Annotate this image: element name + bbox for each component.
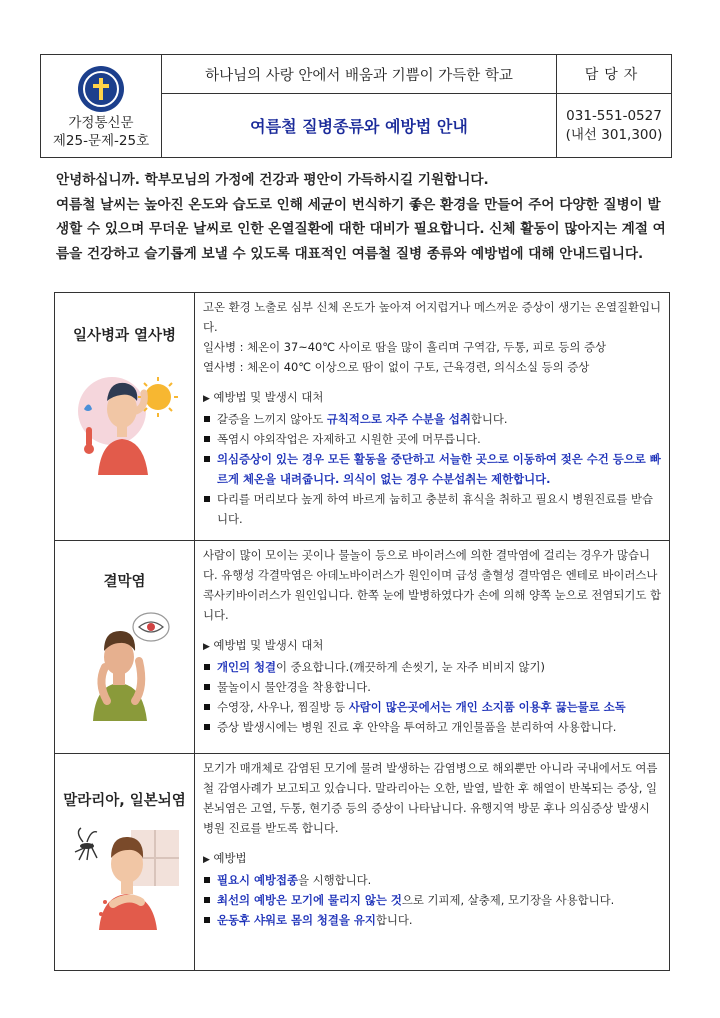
disease-name: 말라리아, 일본뇌염 — [63, 793, 186, 809]
list-item: 수영장, 사우나, 찜질방 등 사람이 많은곳에서는 개인 소지품 이용후 끓는물로 소독 — [203, 697, 663, 717]
triangle-bullet-icon: ▶ — [203, 855, 210, 865]
prevention-heading: ▶ 예방법 및 발생시 대처 — [203, 390, 324, 404]
disease-content-cell — [195, 541, 670, 754]
prevention-heading: ▶ 예방법 및 발생시 대처 — [203, 638, 324, 652]
disease-label-cell — [55, 293, 195, 541]
disease-row-conjunctivitis — [55, 541, 670, 754]
square-bullet-icon — [204, 917, 210, 923]
disease-content-cell — [195, 754, 670, 971]
list-item: 운동후 샤워로 몸의 청결을 유지합니다. — [203, 910, 663, 930]
prevention-heading: ▶ 예방법 — [203, 851, 247, 865]
contact-cell — [557, 94, 672, 158]
list-item: 필요시 예방접종을 시행합니다. — [203, 870, 663, 890]
greeting: 안녕하십니까. 학부모님의 가정에 건강과 평안이 가득하시길 기원합니다. — [56, 172, 489, 188]
doc-type: 가정통신문 — [68, 115, 134, 131]
disease-row-malaria — [55, 754, 670, 971]
disease-description: 고온 환경 노출로 심부 신체 온도가 높아져 어지럽거나 메스꺼운 증상이 생기는 온열질환입니다. — [203, 300, 661, 334]
phone-number: 031-551-0527 — [566, 107, 662, 124]
school-info-cell — [41, 55, 162, 158]
school-logo-icon — [78, 66, 124, 112]
doc-number: 제25-문제-25호 — [52, 133, 150, 149]
disease-table — [54, 292, 670, 971]
mosquito-person-illustration — [65, 818, 185, 930]
intro-text — [56, 168, 670, 266]
square-bullet-icon — [204, 416, 210, 422]
list-item: 폭염시 야외작업은 자제하고 시원한 곳에 머무릅니다. — [203, 429, 663, 449]
list-item: 갈증을 느끼지 않아도 규칙적으로 자주 수분을 섭취합니다. — [203, 409, 663, 429]
list-item: 개인의 청결이 중요합니다.(깨끗하게 손씻기, 눈 자주 비비지 않기) — [203, 657, 663, 677]
list-item: 다리를 머리보다 높게 하여 바르게 눕히고 충분히 휴식을 취하고 필요시 병원진료를 받습니다. — [203, 489, 663, 529]
header-table — [40, 54, 672, 158]
eye-infection-illustration — [77, 609, 173, 721]
charge-label: 담당자 — [557, 55, 672, 94]
list-item: 증상 발생시에는 병원 진료 후 안약을 투여하고 개인물품을 분리하여 사용합니다. — [203, 717, 663, 737]
square-bullet-icon — [204, 877, 210, 883]
symptom-line: 열사병 : 체온이 40℃ 이상으로 땀이 없이 구토, 근육경련, 의식소실 등의 증상 — [203, 360, 590, 374]
square-bullet-icon — [204, 456, 210, 462]
disease-label-cell — [55, 754, 195, 971]
heat-person-illustration — [66, 367, 184, 475]
intro-paragraph: 여름철 날씨는 높아진 온도와 습도로 인해 세균이 번식하기 좋은 환경을 만들어 주어 다양한 질병이 발생할 수 있으며 무더운 날씨로 인한 온열질환에 대한 대비가 필요합니다. 신체 활동이 많아지는 계절 여름을 건강하고 슬기롭게 보낼 수 있도록 대표적인 여름철 질병 종류와 예방법에 대해 안내드립니다. — [56, 196, 666, 262]
disease-label-cell — [55, 541, 195, 754]
list-item: 최선의 예방은 모기에 물리지 않는 것으로 기피제, 살충제, 모기장을 사용합니다. — [203, 890, 663, 910]
disease-name: 결막염 — [103, 574, 146, 590]
disease-description: 모기가 매개체로 감염된 모기에 물려 발생하는 감염병으로 해외뿐만 아니라 국내에서도 여름철 감염사례가 보고되고 있습니다. 말라리아는 오한, 발열, 발한 후 해열이 반복되는 증상, 일본뇌염은 고열, 두통, 현기증 등의 증상이 나타납니다. 유행지역 방문 후나 의심증상 발생시 병원 진료를 받도록 합니다. — [203, 761, 658, 835]
school-motto: 하나님의 사랑 안에서 배움과 기쁨이 가득한 학교 — [162, 55, 557, 94]
disease-row-heat — [55, 293, 670, 541]
list-item: 의심증상이 있는 경우 모든 활동을 중단하고 서늘한 곳으로 이동하여 젖은 수건 등으로 빠르게 체온을 내려줍니다. 의식이 없는 경우 수분섭취는 제한합니다. — [203, 449, 663, 489]
prevention-list — [203, 870, 663, 930]
square-bullet-icon — [204, 496, 210, 502]
list-item: 물놀이시 물안경을 착용합니다. — [203, 677, 663, 697]
square-bullet-icon — [204, 436, 210, 442]
square-bullet-icon — [204, 684, 210, 690]
page-title: 여름철 질병종류와 예방법 안내 — [162, 94, 557, 158]
disease-name: 일사병과 열사병 — [72, 328, 177, 344]
square-bullet-icon — [204, 724, 210, 730]
triangle-bullet-icon: ▶ — [203, 642, 210, 652]
symptom-line: 일사병 : 체온이 37~40℃ 사이로 땀을 많이 흘리며 구역감, 두통, 피로 등의 증상 — [203, 340, 606, 354]
disease-description: 사람이 많이 모이는 곳이나 물놀이 등으로 바이러스에 의한 결막염에 걸리는 경우가 많습니다. 유행성 각결막염은 아데노바이러스가 원인이며 급성 출혈성 결막염은 엔테로 바이러스나 콕사키바이러스가 원인입니다. 한쪽 눈에 발병하였다가 손에 의해 양쪽 눈으로 전염되기도 합니다. — [203, 548, 661, 622]
triangle-bullet-icon: ▶ — [203, 394, 210, 404]
square-bullet-icon — [204, 664, 210, 670]
extension-number: (내선 301,300) — [565, 126, 663, 143]
prevention-list — [203, 657, 663, 737]
square-bullet-icon — [204, 897, 210, 903]
prevention-list — [203, 409, 663, 529]
disease-content-cell — [195, 293, 670, 541]
square-bullet-icon — [204, 704, 210, 710]
